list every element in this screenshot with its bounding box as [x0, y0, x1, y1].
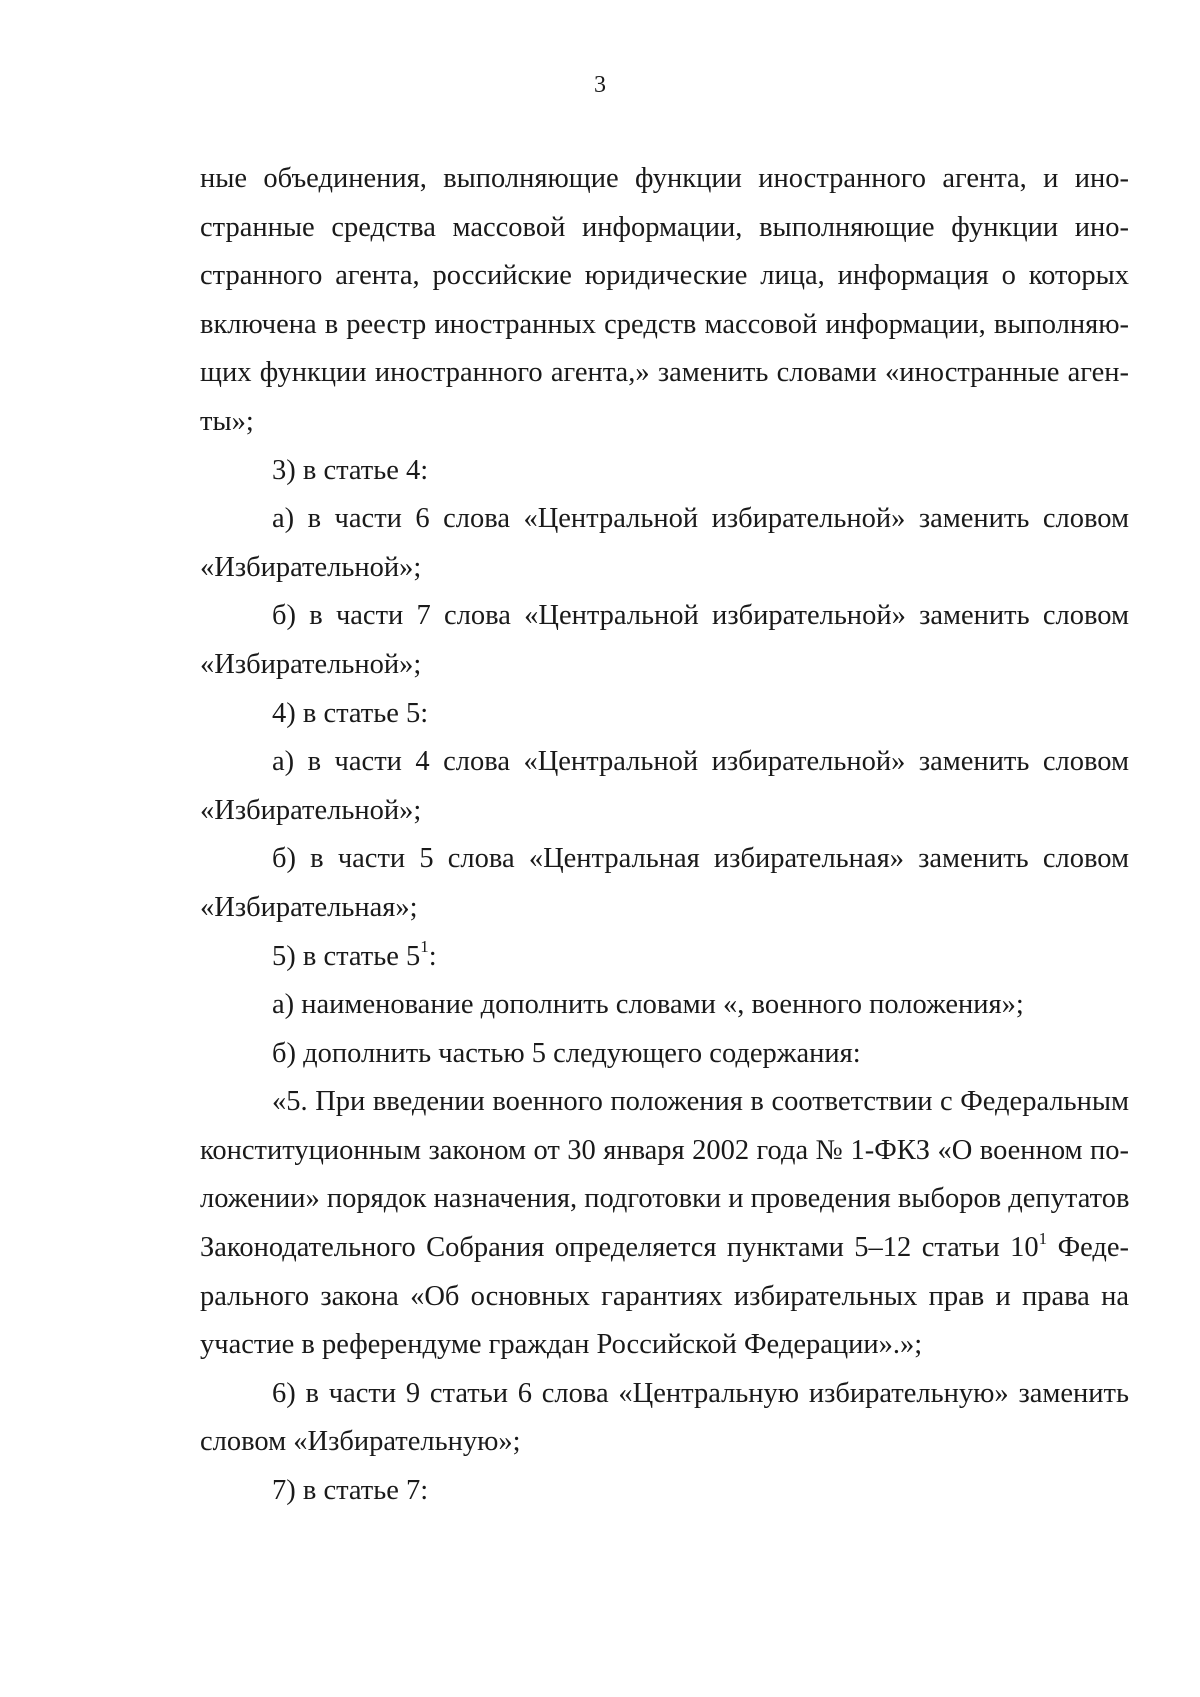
- text-line: 3) в статье 4:: [272, 454, 429, 486]
- text-line: ные объединения, выполняющие функции иностранного агента, и ино-: [200, 163, 1129, 194]
- text-line: б) в части 7 слова «Центральной избирательной» заменить словом: [272, 600, 1129, 632]
- text-line-start: Законодательного Собрания определяется пунктами 5–12 статьи 10: [200, 1232, 1039, 1264]
- text-line: б) дополнить частью 5 следующего содержания:: [272, 1037, 861, 1069]
- text-line: «Избирательной»;: [200, 794, 422, 826]
- text-line: словом «Избирательную»;: [200, 1426, 521, 1458]
- text-line: «Избирательная»;: [200, 891, 418, 923]
- text-line: а) в части 4 слова «Центральной избирательной» заменить словом: [272, 746, 1129, 778]
- text-line: а) наименование дополнить словами «, военного положения»;: [272, 989, 1024, 1021]
- text-line-end: Феде-: [1047, 1232, 1130, 1264]
- text-line: б) в части 5 слова «Центральная избирательная» заменить словом: [272, 843, 1129, 875]
- text-line-start: 5) в статье 5: [272, 940, 421, 972]
- text-line: щих функции иностранного агента,» заменить словами «иностранные аген-: [200, 357, 1129, 389]
- superscript: 1: [1038, 1228, 1048, 1248]
- text-line: странного агента, российские юридические лица, информация о которых: [200, 260, 1129, 292]
- text-line: ты»;: [200, 405, 254, 437]
- text-line: рального закона «Об основных гарантиях избирательных прав и права на: [200, 1280, 1129, 1312]
- text-line: «5. При введении военного положения в соответствии с Федеральным: [272, 1086, 1129, 1118]
- text-line: 6) в части 9 статьи 6 слова «Центральную избирательную» заменить: [272, 1377, 1129, 1409]
- text-line: «Избирательной»;: [200, 648, 422, 680]
- text-line: конституционным законом от 30 января 2002 года № 1-ФКЗ «О военном по-: [200, 1134, 1129, 1166]
- text-line: странные средства массовой информации, выполняющие функции ино-: [200, 211, 1129, 243]
- text-line: ложении» порядок назначения, подготовки и проведения выборов депутатов: [200, 1183, 1130, 1215]
- text-line: 4) в статье 5:: [272, 697, 429, 729]
- text-line: [200, 1224, 1129, 1273]
- page-number: 3: [594, 72, 606, 98]
- text-line: [200, 933, 1129, 982]
- text-line: участие в референдуме граждан Российской Федерации».»;: [200, 1329, 923, 1361]
- text-line: а) в части 6 слова «Центральной избирательной» заменить словом: [272, 503, 1129, 535]
- text-line: включена в реестр иностранных средств массовой информации, выполняю-: [200, 308, 1129, 340]
- superscript: 1: [420, 937, 429, 956]
- text-line: 7) в статье 7:: [272, 1475, 429, 1507]
- body-text: [200, 155, 1129, 1516]
- text-line: «Избирательной»;: [200, 551, 422, 583]
- text-line-end: :: [428, 940, 437, 972]
